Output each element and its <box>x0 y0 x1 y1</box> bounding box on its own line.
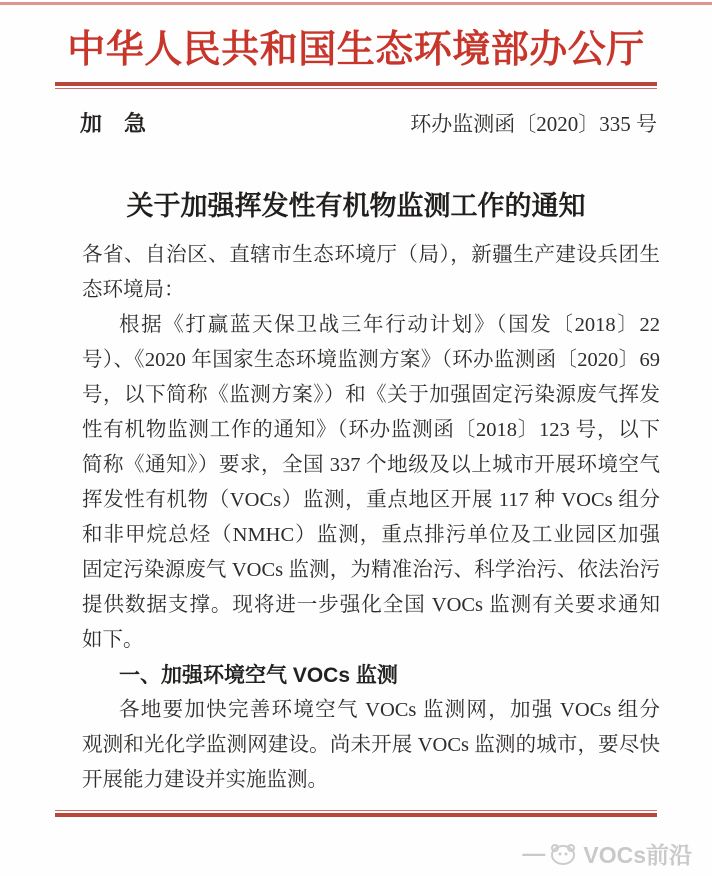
section-heading: 一、加强环境空气 VOCs 监测 <box>119 664 398 687</box>
body-line: 各地要加快完善环境空气 VOCs 监测网，加强 VOCs 组分 <box>119 699 660 721</box>
divider-thin-line <box>55 810 657 811</box>
body-line: 开展能力建设并实施监测。 <box>82 769 328 791</box>
body-line: 态环境局： <box>82 279 185 301</box>
document-body <box>82 238 660 798</box>
divider-thick-line <box>55 82 657 86</box>
masthead-divider <box>55 82 657 89</box>
divider-thick-line <box>55 813 657 817</box>
watermark-text: VOCs前沿 <box>583 842 692 868</box>
body-line: 号，以下简称《监测方案》）和《关于加强固定污染源废气挥发 <box>82 384 660 406</box>
watermark <box>0 837 692 870</box>
doc-meta-row <box>55 110 657 138</box>
body-line: 固定污染源废气 VOCs 监测，为精准治污、科学治污、依法治污 <box>82 559 660 581</box>
urgency-label: 加 急 <box>80 111 147 136</box>
footer-divider <box>55 810 657 817</box>
body-line: 挥发性有机物（VOCs）监测，重点地区开展 117 种 VOCs 组分 <box>82 489 660 511</box>
body-line: 性有机物监测工作的通知》（环办监测函〔2018〕123 号，以下 <box>82 419 660 441</box>
watermark-dash: — <box>522 840 544 866</box>
body-line: 提供数据支撑。现将进一步强化全国 VOCs 监测有关要求通知 <box>82 594 660 616</box>
body-line: 观测和光化学监测网建设。尚未开展 VOCs 监测的城市，要尽快 <box>82 734 660 756</box>
body-line: 和非甲烷总烃（NMHC）监测，重点排污单位及工业园区加强 <box>82 524 660 546</box>
body-line: 号）、《2020 年国家生态环境监测方案》（环办监测函〔2020〕69 <box>82 349 660 371</box>
document-title: 关于加强挥发性有机物监测工作的通知 <box>126 191 586 221</box>
masthead-agency-title: 中华人民共和国生态环境部办公厅 <box>67 29 645 71</box>
body-line: 简称《通知》）要求，全国 337 个地级及以上城市开展环境空气 <box>82 454 660 476</box>
divider-thin-line <box>55 88 657 89</box>
top-edge-rule <box>0 2 712 5</box>
doc-number: 环办监测函〔2020〕335 号 <box>410 112 657 136</box>
body-line: 根据《打赢蓝天保卫战三年行动计划》（国发〔2018〕22 <box>119 314 660 336</box>
vocs-logo-icon <box>548 841 578 867</box>
body-line: 各省、自治区、直辖市生态环境厅（局），新疆生产建设兵团生 <box>82 244 660 266</box>
body-line: 如下。 <box>82 629 144 651</box>
